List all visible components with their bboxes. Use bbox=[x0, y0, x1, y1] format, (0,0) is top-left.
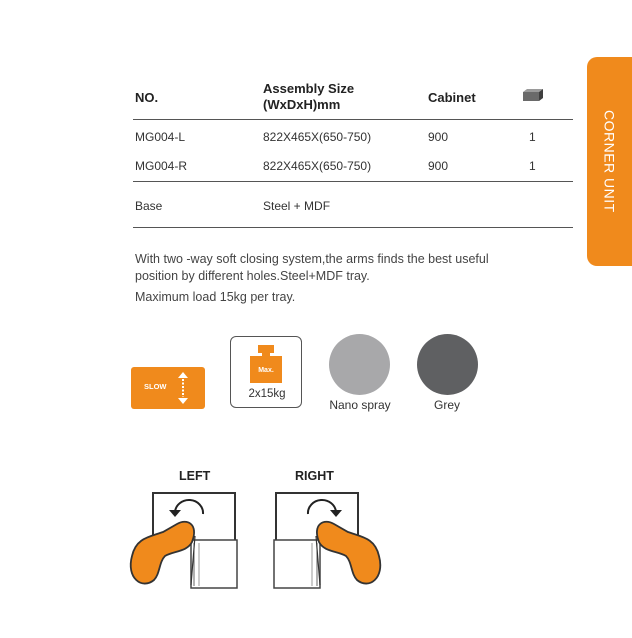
description-line2: position by different holes.Steel+MDF tray. bbox=[135, 269, 370, 283]
row2-no: MG004-R bbox=[135, 159, 188, 173]
base-label: Base bbox=[135, 199, 163, 213]
table-rule-bottom bbox=[133, 227, 573, 228]
row1-size: 822X465X(650-750) bbox=[263, 130, 372, 144]
row1-cabinet: 900 bbox=[428, 130, 449, 144]
table-rule-mid bbox=[133, 181, 573, 182]
max-load-box bbox=[230, 336, 302, 408]
row2-size: 822X465X(650-750) bbox=[263, 159, 372, 173]
corner-unit-tab bbox=[587, 57, 632, 266]
table-rule-top bbox=[133, 119, 573, 120]
left-diagram-label: LEFT bbox=[179, 469, 211, 483]
box-icon bbox=[522, 88, 544, 102]
double-arrow-icon bbox=[177, 371, 189, 405]
grey-label: Grey bbox=[433, 398, 460, 412]
row2-cabinet: 900 bbox=[428, 159, 449, 173]
header-cabinet: Cabinet bbox=[428, 90, 476, 105]
right-corner-diagram bbox=[270, 490, 385, 590]
nano-spray-label: Nano spray bbox=[329, 398, 391, 412]
grey-swatch bbox=[417, 334, 478, 395]
left-corner-diagram bbox=[127, 490, 242, 590]
slow-badge bbox=[131, 367, 205, 409]
weight-icon bbox=[248, 344, 284, 384]
right-diagram-label: RIGHT bbox=[295, 469, 334, 483]
tab-label: CORNER UNIT bbox=[601, 110, 618, 213]
slow-label: SLOW bbox=[144, 382, 167, 391]
description-line3: Maximum load 15kg per tray. bbox=[135, 290, 296, 304]
nano-spray-swatch bbox=[329, 334, 390, 395]
max-load-caption: 2x15kg bbox=[248, 388, 286, 400]
base-value: Steel + MDF bbox=[263, 199, 331, 213]
row1-no: MG004-L bbox=[135, 130, 186, 144]
weight-icon-label: Max. bbox=[258, 367, 274, 374]
row1-qty: 1 bbox=[529, 130, 536, 144]
description-line1: With two -way soft closing system,the arms finds the best useful bbox=[135, 252, 489, 266]
row2-qty: 1 bbox=[529, 159, 536, 173]
header-no: NO. bbox=[135, 90, 159, 105]
header-assembly-size: Assembly Size (WxDxH)mm bbox=[263, 81, 355, 112]
